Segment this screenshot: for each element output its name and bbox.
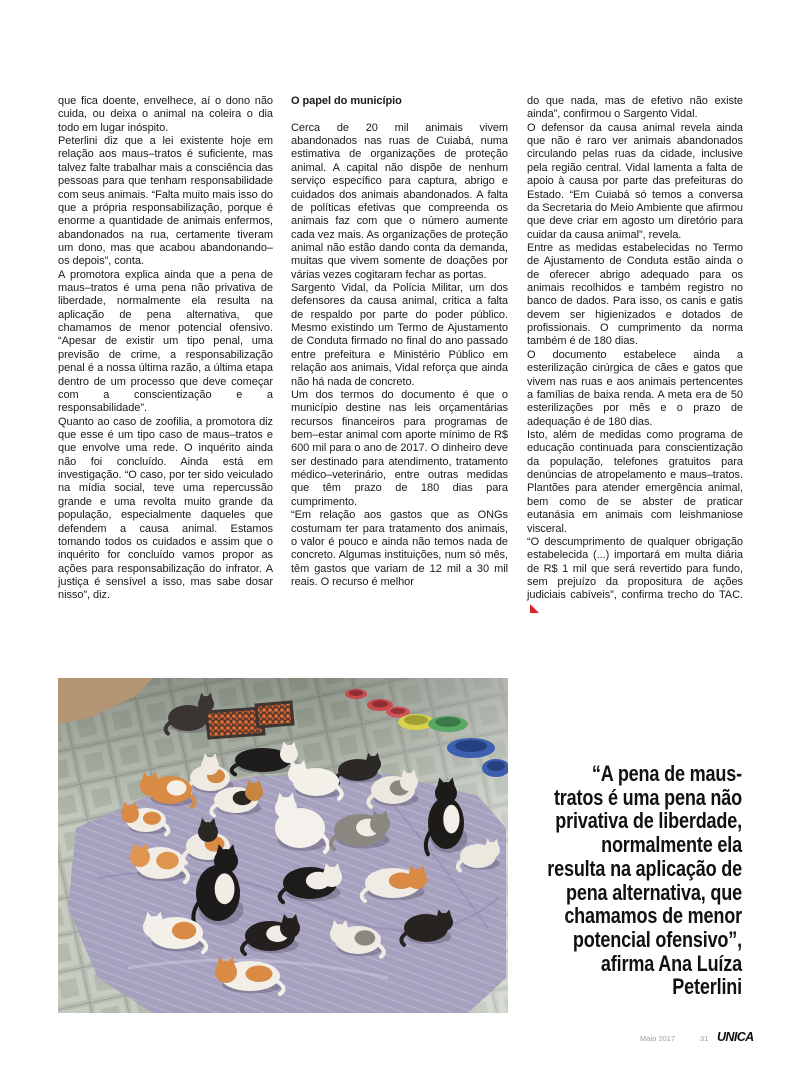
pull-quote bbox=[527, 762, 742, 999]
pull-quote-line: potencial ofensivo”, bbox=[572, 926, 742, 952]
paragraph bbox=[527, 536, 743, 616]
paragraph: Sargento Vidal, da Polícia Militar, um dos defensores da causa animal, critica a falta de respaldo por parte do poder público. Mesmo existindo um Termo de Ajustamento de Conduta firmado no final do ano passado entre prefeitura e Ministério Público em relação aos animais, Vidal reforça que ainda não há nada de concreto. bbox=[291, 282, 508, 388]
paragraph: Quanto ao caso de zoofilia, a promotora diz que esse é um tipo caso de maus–tratos e que envolve uma rede. O inquérito ainda não foi concluído. Ainda está em investigação. “O caso, por ter sido veiculado na mídia social, teve uma repercussão grande e uma revolta muito grande da população, especialmente daqueles que defendem a causa animal. Estamos tomando todos os cuidados e assim que o inquérito for concluído vamos propor as ações para responsabilização do infrator. A justiça é sensível a isso, mas sabe dosar nisso”, diz. bbox=[58, 415, 273, 602]
article-column-2 bbox=[291, 95, 508, 589]
article-column-3 bbox=[527, 95, 743, 616]
pull-quote-line: privativa de liberdade, bbox=[555, 808, 742, 834]
cats-photo bbox=[58, 678, 508, 1013]
paragraph: A promotora explica ainda que a pena de maus–tratos é uma pena não privativa de liberdade, normalmente ela resulta na aplicação de pena alternativa, que chamamos de menor potencial ofensivo. “Apesar de existir um tipo penal, uma previsão de crime, a responsabilização penal é a nossa última razão, a última etapa dentro de um processo que deve começar com a conscientização e a responsabilidade”. bbox=[58, 268, 273, 415]
magazine-logo: UNICA bbox=[717, 1030, 754, 1044]
end-mark-icon bbox=[530, 604, 539, 613]
paragraph: O documento estabelece ainda a esterilização cirúrgica de cães e gatos que vivem nas ruas e aos animais pertencentes a famílias de baixa renda. A meta era de 50 esterilizações por mês e o prazo de adequação é de 180 dias. bbox=[527, 348, 743, 428]
paragraph: Isto, além de medidas como programa de educação continuada para conscientização da população, telefones gratuitos para denúncias de atropelamento e maus–tratos. Plantões para atender emergência animal, bem como de se abster de praticar eutanásia em animais com leishmaniose visceral. bbox=[527, 428, 743, 535]
paragraph: Entre as medidas estabelecidas no Termo de Ajustamento de Conduta estão ainda o de oferecer abrigo adequado para os animais recolhidos e também registro no banco de dados. Para isso, os canis e gatis devem ser higienizados e dotados de profissionais. O cumprimento da norma também é de 180 dias. bbox=[527, 241, 743, 348]
pull-quote-line: resulta na aplicação de bbox=[547, 855, 742, 881]
pull-quote-line: tratos é uma pena não bbox=[553, 784, 742, 810]
pull-quote-line: pena alternativa, que bbox=[565, 879, 742, 905]
paragraph: O defensor da causa animal revela ainda que não é raro ver animais abandonados circulando pelas ruas da cidade, inclusive pela região central. Vidal lamenta a falta de apoio à causa por parte das prefeituras do Estado. “Em Cuiabá só temos a conversa da Secretaria do Meio Ambiente que afirmou que deve criar em agosto um diretório para cuidar da causa animal”, revela. bbox=[527, 121, 743, 241]
article-column-1 bbox=[58, 95, 273, 603]
pull-quote-line: afirma Ana Luíza bbox=[600, 950, 742, 976]
section-heading: O papel do município bbox=[291, 95, 402, 107]
pull-quote-line: normalmente ela bbox=[601, 832, 742, 858]
pull-quote-line: chamamos de menor bbox=[564, 903, 742, 929]
paragraph: do que nada, mas de efetivo não existe ainda”, confirmou o Sargento Vidal. bbox=[527, 95, 743, 121]
paragraph-text: “O descumprimento de qualquer obrigação estabelecida (...) importará em multa diária de R$ 1 mil que será revertido para fundo, sem prejuízo da propositura de ações judiciais cabíveis”, confirma trecho do TAC. bbox=[527, 535, 743, 602]
pull-quote-line: Peterlini bbox=[672, 974, 742, 1000]
paragraph: que fica doente, envelhece, aí o dono não cuida, ou deixa o animal na coleira o dia todo em lugar inóspito. bbox=[58, 95, 273, 134]
paragraph: Peterlini diz que a lei existente hoje em relação aos maus–tratos é suficiente, mas talvez falte trabalhar mais a consciência das pessoas para que tenham responsabilidade com seus animais. “Falta muito mais isso do que a própria responsabilização, porque é enorme a quantidade de animais enfermos, abandonados na rua, certamente tiveram um dono, mas que acabou abandonando–os depois”, conta. bbox=[58, 135, 273, 268]
paragraph: “Em relação aos gastos que as ONGs costumam ter para tratamento dos animais, o valor é pouco e ainda não temos nada de concreto. Algumas instituições, num só mês, têm gastos que variam de 12 mil a 30 mil reais. O recurso é melhor bbox=[291, 509, 508, 588]
paragraph: Cerca de 20 mil animais vivem abandonados nas ruas de Cuiabá, numa estimativa de organizações de proteção animal. A capital não dispõe de nenhum serviço específico para captura, abrigo e cuidados dos animais abandonados. A falta de políticas efetivas que compreenda os animais faz com que o número aumente cada vez mais. As organizações de proteção animal não estão dando conta da demanda, muitas que vivem somente de doações por várias vezes cogitaram fechar as portas. bbox=[291, 121, 508, 281]
pull-quote-line: “A pena de maus- bbox=[591, 761, 742, 786]
page-number: 31 bbox=[700, 1034, 709, 1043]
issue-date: Maio 2017 bbox=[640, 1034, 676, 1043]
paragraph: Um dos termos do documento é que o município destine nas leis orçamentárias recursos financeiros para programas de bem–estar animal com aporte mínimo de R$ 600 mil para o ano de 2017. O dinheiro deve ser destinado para atendimento, tratamento médico–veterinário, entre outras medidas que têm prazo de 180 dias para cumprimento. bbox=[291, 388, 508, 508]
